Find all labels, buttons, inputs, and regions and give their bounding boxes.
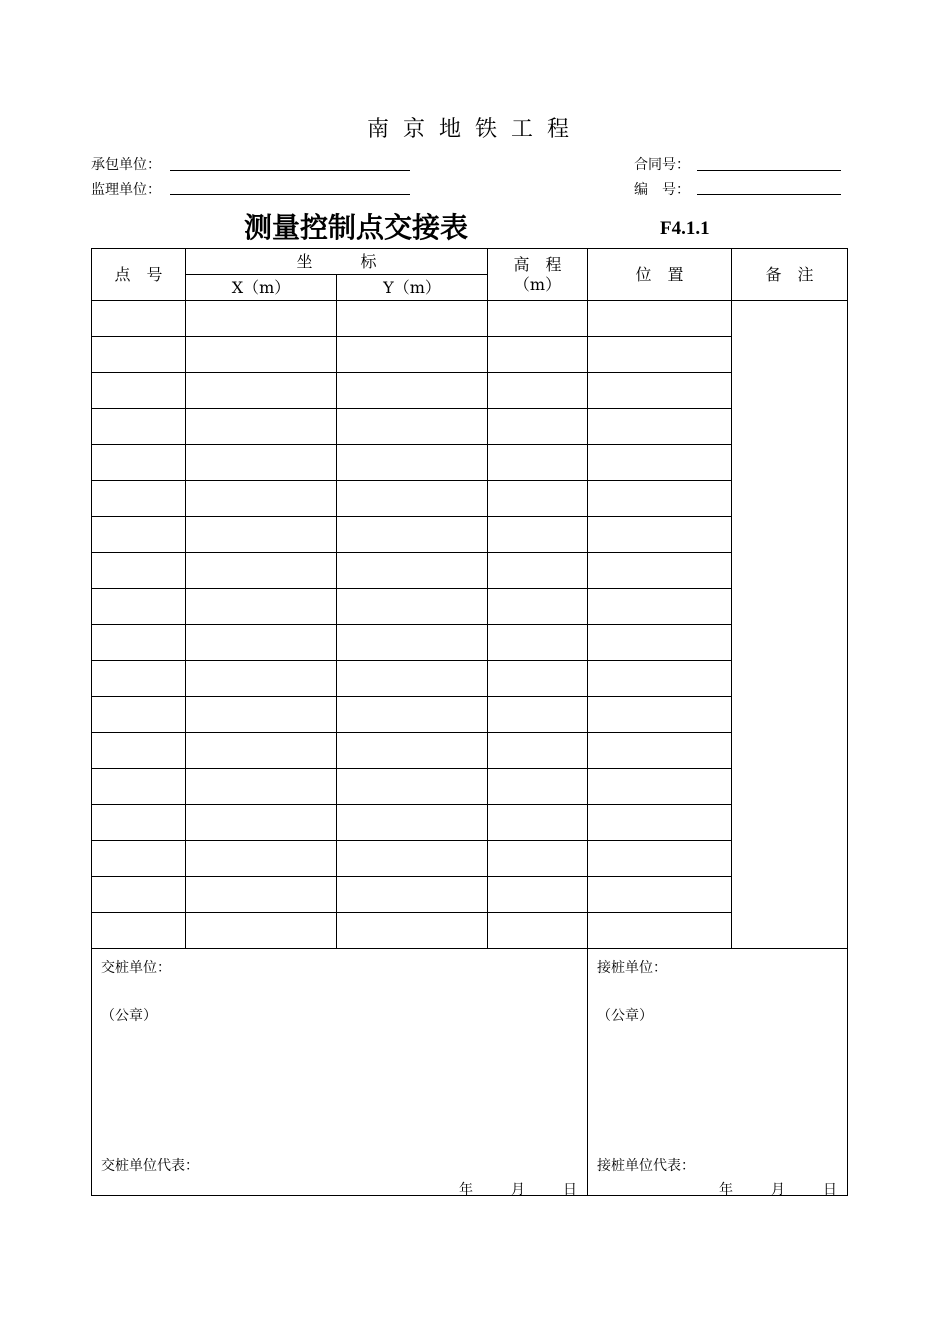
cell-point-no[interactable] — [92, 517, 186, 553]
form-code: F4.1.1 — [660, 218, 710, 239]
cell-elevation[interactable] — [488, 553, 588, 589]
cell-x[interactable] — [186, 733, 337, 769]
cell-x[interactable] — [186, 301, 337, 337]
cell-elevation[interactable] — [488, 481, 588, 517]
day-label: 日 — [563, 1182, 578, 1198]
cell-elevation[interactable] — [488, 445, 588, 481]
cell-location[interactable] — [588, 841, 732, 877]
cell-location[interactable] — [588, 337, 732, 373]
cell-y[interactable] — [337, 841, 488, 877]
table-row — [92, 301, 848, 337]
project-title: 南京地铁工程 — [366, 117, 583, 142]
cell-location[interactable] — [588, 409, 732, 445]
cell-x[interactable] — [186, 373, 337, 409]
cell-x[interactable] — [186, 517, 337, 553]
cell-elevation[interactable] — [488, 301, 588, 337]
cell-y[interactable] — [337, 301, 488, 337]
cell-elevation[interactable] — [488, 625, 588, 661]
cell-y[interactable] — [337, 877, 488, 913]
receiving-date — [681, 1179, 837, 1199]
cell-point-no[interactable] — [92, 589, 186, 625]
cell-point-no[interactable] — [92, 841, 186, 877]
header-elevation — [488, 249, 588, 301]
cell-y[interactable] — [337, 553, 488, 589]
cell-location[interactable] — [588, 733, 732, 769]
cell-point-no[interactable] — [92, 733, 186, 769]
cell-point-no[interactable] — [92, 877, 186, 913]
control-point-table — [91, 248, 848, 1196]
header-point-no: 点 号 — [92, 249, 186, 301]
cell-remark[interactable] — [732, 301, 848, 949]
cell-point-no[interactable] — [92, 913, 186, 949]
cell-x[interactable] — [186, 445, 337, 481]
cell-y[interactable] — [337, 661, 488, 697]
receiving-party-cell[interactable] — [588, 949, 848, 1196]
cell-point-no[interactable] — [92, 697, 186, 733]
cell-location[interactable] — [588, 805, 732, 841]
handover-party-cell[interactable] — [92, 949, 588, 1196]
contract-no-field-line[interactable] — [697, 170, 841, 171]
cell-elevation[interactable] — [488, 913, 588, 949]
cell-location[interactable] — [588, 625, 732, 661]
cell-x[interactable] — [186, 769, 337, 805]
cell-elevation[interactable] — [488, 805, 588, 841]
year-label: 年 — [459, 1182, 474, 1198]
cell-elevation[interactable] — [488, 373, 588, 409]
cell-elevation[interactable] — [488, 409, 588, 445]
cell-point-no[interactable] — [92, 337, 186, 373]
supervisor-field-line[interactable] — [170, 194, 410, 195]
header-elevation-label: 高 程 — [513, 254, 562, 274]
cell-x[interactable] — [186, 841, 337, 877]
day-label: 日 — [823, 1182, 838, 1198]
header-elevation-unit: （m） — [513, 274, 562, 294]
supervisor-label: 监理单位： — [91, 182, 161, 198]
cell-elevation[interactable] — [488, 517, 588, 553]
cell-location[interactable] — [588, 913, 732, 949]
cell-elevation[interactable] — [488, 841, 588, 877]
handover-unit-label: 交桩单位： — [101, 960, 171, 976]
receiving-rep-label: 接桩单位代表： — [597, 1158, 696, 1174]
cell-y[interactable] — [337, 373, 488, 409]
header-location: 位 置 — [588, 249, 732, 301]
cell-elevation[interactable] — [488, 697, 588, 733]
cell-y[interactable] — [337, 409, 488, 445]
cell-elevation[interactable] — [488, 337, 588, 373]
header-remark: 备 注 — [732, 249, 848, 301]
serial-no-label: 编 号： — [634, 182, 690, 198]
cell-location[interactable] — [588, 769, 732, 805]
cell-x[interactable] — [186, 553, 337, 589]
cell-y[interactable] — [337, 697, 488, 733]
cell-point-no[interactable] — [92, 805, 186, 841]
cell-location[interactable] — [588, 373, 732, 409]
serial-no-field-line[interactable] — [697, 194, 841, 195]
cell-y[interactable] — [337, 517, 488, 553]
cell-y[interactable] — [337, 481, 488, 517]
cell-x[interactable] — [186, 877, 337, 913]
cell-y[interactable] — [337, 337, 488, 373]
cell-point-no[interactable] — [92, 553, 186, 589]
cell-elevation[interactable] — [488, 661, 588, 697]
cell-x[interactable] — [186, 625, 337, 661]
cell-y[interactable] — [337, 805, 488, 841]
cell-location[interactable] — [588, 661, 732, 697]
cell-point-no[interactable] — [92, 445, 186, 481]
cell-y[interactable] — [337, 769, 488, 805]
cell-location[interactable] — [588, 589, 732, 625]
cell-x[interactable] — [186, 661, 337, 697]
cell-elevation[interactable] — [488, 877, 588, 913]
cell-location[interactable] — [588, 445, 732, 481]
month-label: 月 — [511, 1182, 526, 1198]
signoff-row — [92, 949, 848, 1196]
cell-point-no[interactable] — [92, 301, 186, 337]
cell-point-no[interactable] — [92, 409, 186, 445]
cell-x[interactable] — [186, 913, 337, 949]
cell-location[interactable] — [588, 553, 732, 589]
cell-location[interactable] — [588, 697, 732, 733]
contractor-label: 承包单位： — [91, 157, 161, 173]
cell-x[interactable] — [186, 589, 337, 625]
cell-location[interactable] — [588, 517, 732, 553]
cell-location[interactable] — [588, 877, 732, 913]
cell-x[interactable] — [186, 409, 337, 445]
header-x: X（m） — [186, 275, 337, 301]
receiving-unit-label: 接桩单位： — [597, 960, 668, 976]
cell-y[interactable] — [337, 913, 488, 949]
cell-x[interactable] — [186, 481, 337, 517]
cell-x[interactable] — [186, 697, 337, 733]
receiving-seal-label: （公章） — [597, 1008, 654, 1024]
handover-seal-label: （公章） — [101, 1008, 157, 1024]
cell-location[interactable] — [588, 301, 732, 337]
header-coordinate: 坐 标 — [186, 249, 488, 275]
cell-point-no[interactable] — [92, 373, 186, 409]
cell-point-no[interactable] — [92, 661, 186, 697]
cell-y[interactable] — [337, 733, 488, 769]
cell-elevation[interactable] — [488, 589, 588, 625]
cell-y[interactable] — [337, 445, 488, 481]
handover-rep-label: 交桩单位代表： — [101, 1158, 199, 1174]
contract-no-label: 合同号： — [634, 157, 690, 173]
cell-location[interactable] — [588, 481, 732, 517]
cell-y[interactable] — [337, 625, 488, 661]
form-title: 测量控制点交接表 — [244, 211, 469, 244]
cell-point-no[interactable] — [92, 769, 186, 805]
contractor-field-line[interactable] — [170, 170, 410, 171]
cell-y[interactable] — [337, 589, 488, 625]
cell-x[interactable] — [186, 805, 337, 841]
header-y: Y（m） — [337, 275, 488, 301]
header-row — [92, 249, 848, 275]
cell-elevation[interactable] — [488, 769, 588, 805]
cell-x[interactable] — [186, 337, 337, 373]
cell-elevation[interactable] — [488, 733, 588, 769]
handover-date — [421, 1179, 577, 1199]
cell-point-no[interactable] — [92, 481, 186, 517]
month-label: 月 — [771, 1182, 786, 1198]
cell-point-no[interactable] — [92, 625, 186, 661]
year-label: 年 — [719, 1182, 734, 1198]
